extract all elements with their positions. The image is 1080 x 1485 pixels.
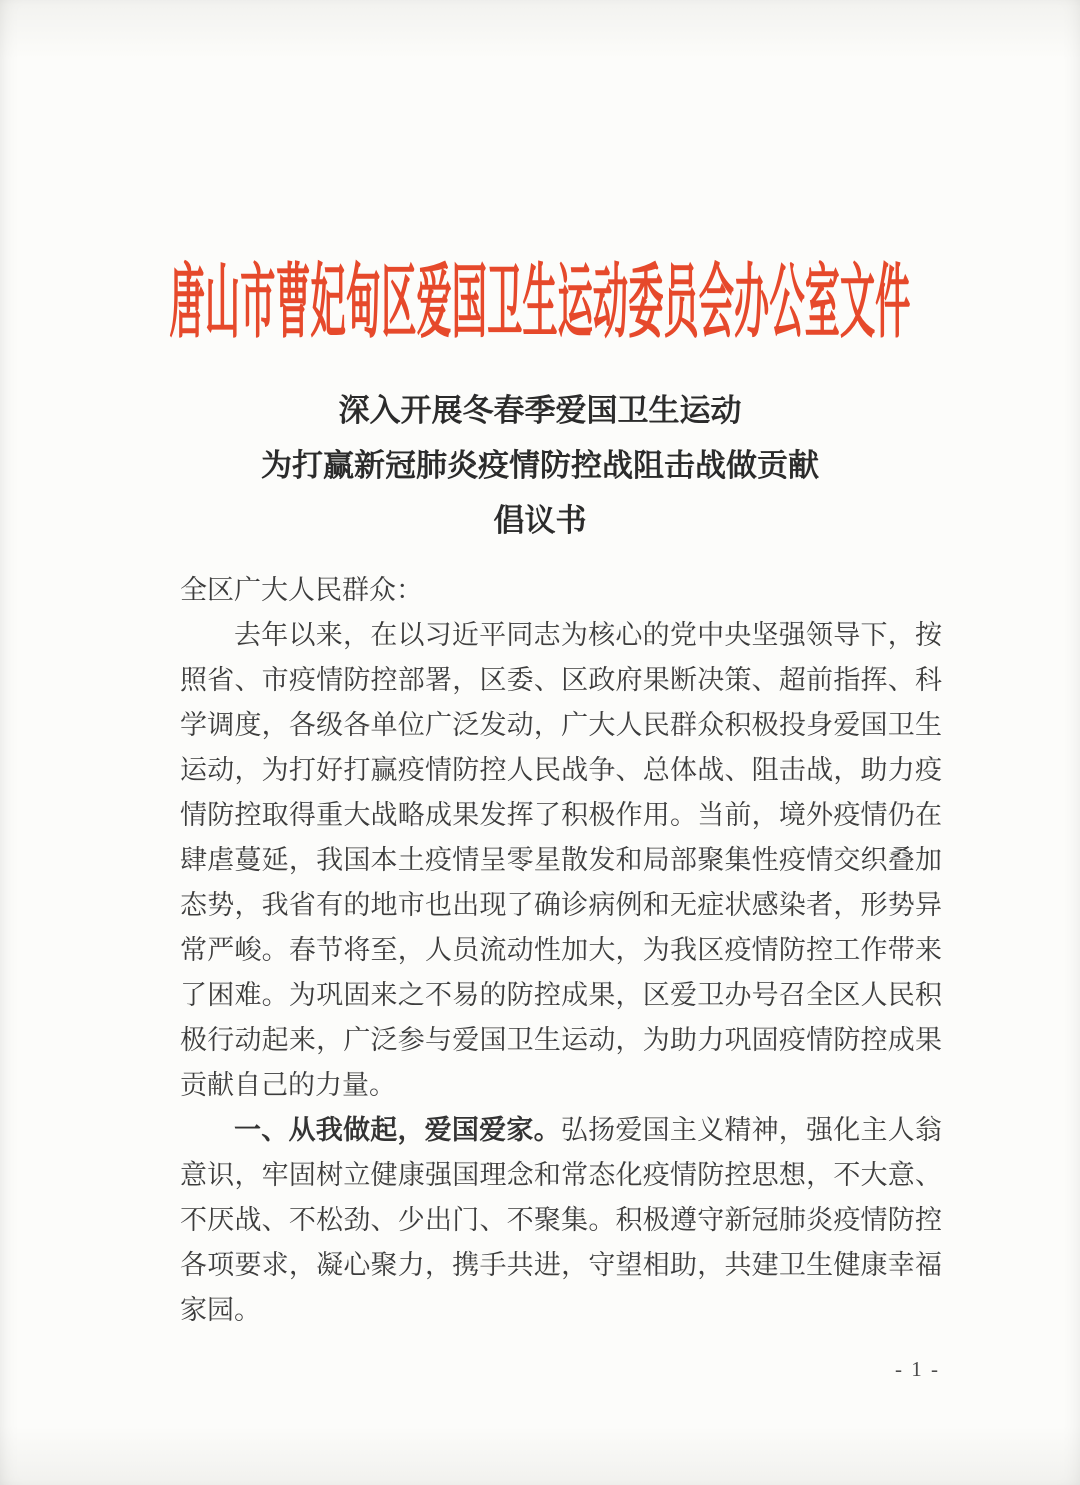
title-line-2: 为打赢新冠肺炎疫情防控战阻击战做贡献 [261, 448, 819, 483]
red-header [0, 240, 1080, 348]
salutation: 全区广大人民群众： [180, 575, 423, 605]
title-line-3: 倡议书 [493, 503, 587, 538]
red-header-text: 唐山市曹妃甸区爱国卫生运动委员会办公室文件 [169, 258, 911, 348]
paragraph-2 [180, 1108, 942, 1333]
title-line-1: 深入开展冬春季爱国卫生运动 [338, 393, 742, 428]
page-number: - 1 - [895, 1357, 940, 1381]
document-title [0, 383, 1080, 548]
paragraph-2-lead: 一、从我做起，爱国爱家。 [234, 1115, 561, 1145]
paragraph-2-text: 弘扬爱国主义精神，强化主人翁意识，牢固树立健康强国理念和常态化疫情防控思想，不大意、不厌战、不松劲、少出门、不聚集。积极遵守新冠肺炎疫情防控各项要求，凝心聚力，携手共进，守望相助，共建卫生健康幸福家园。 [180, 1115, 943, 1325]
document-body [180, 568, 942, 1333]
paragraph-1: 去年以来，在以习近平同志为核心的党中央坚强领导下，按照省、市疫情防控部署，区委、区政府果断决策、超前指挥、科学调度，各级各单位广泛发动，广大人民群众积极投身爱国卫生运动，为打好打赢疫情防控人民战争、总体战、阻击战，助力疫情防控取得重大战略成果发挥了积极作用。当前，境外疫情仍在肆虐蔓延，我国本土疫情呈零星散发和局部聚集性疫情交织叠加态势，我省有的地市也出现了确诊病例和无症状感染者，形势异常严峻。春节将至，人员流动性加大，为我区疫情防控工作带来了困难。为巩固来之不易的防控成果，区爱卫办号召全区人民积极行动起来，广泛参与爱国卫生运动，为助力巩固疫情防控成果贡献自己的力量。 [180, 620, 942, 1100]
